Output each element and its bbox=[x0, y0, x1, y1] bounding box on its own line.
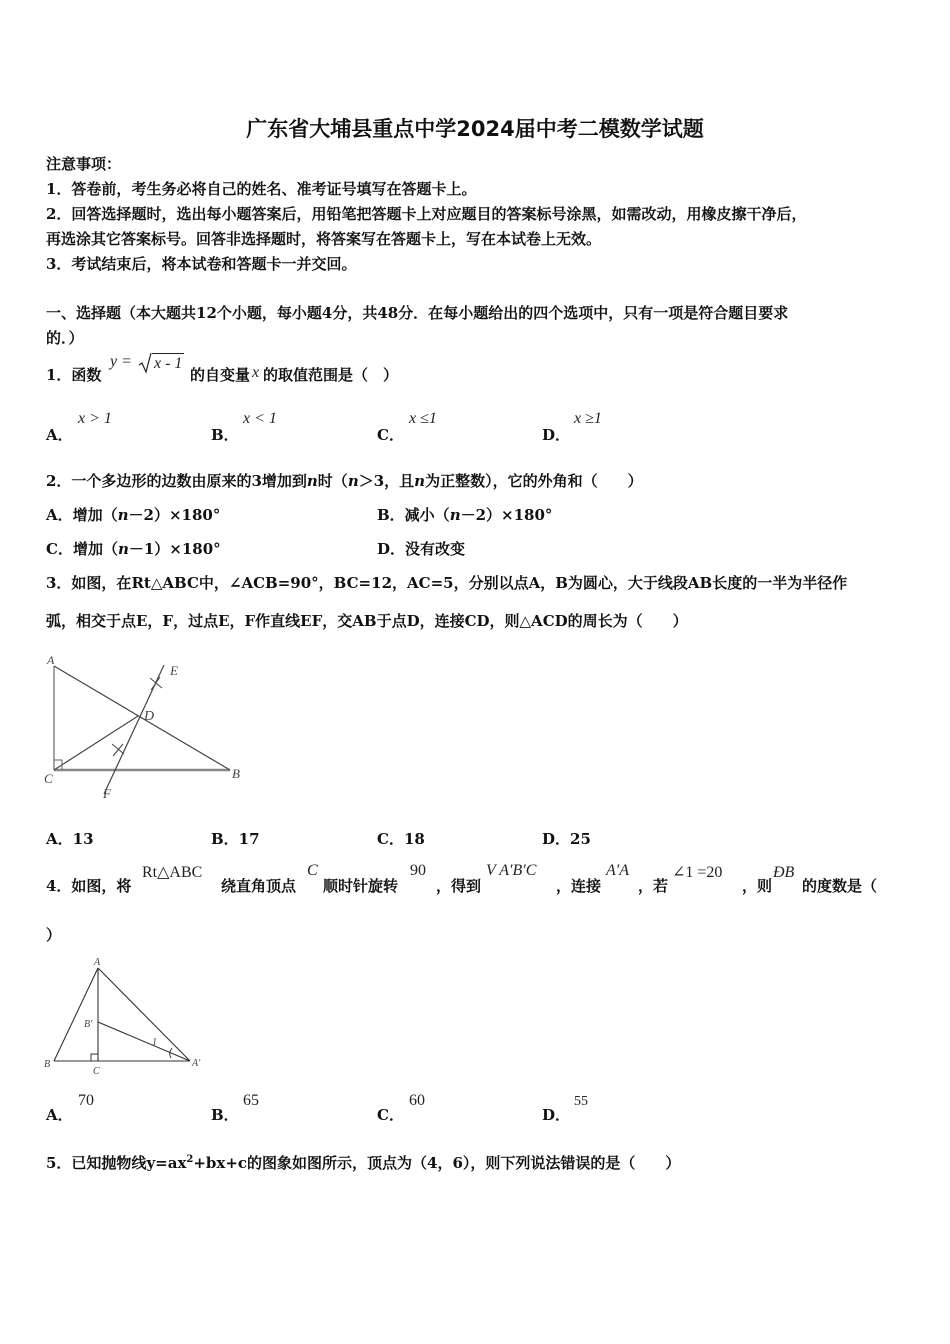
notice-item-3: 3．考试结束后，将本试卷和答题卡一并交回。 bbox=[46, 255, 357, 273]
q5-text-a: 5．已知抛物线y=ax bbox=[46, 1154, 187, 1172]
q4-option-c-value: 60 bbox=[409, 1092, 425, 1109]
q2-text-d: 为正整数），它的外角和（ ） bbox=[425, 472, 643, 490]
q4-text-6: ，若 bbox=[638, 877, 669, 895]
q5-text-b: +bx+c的图象如图所示，顶点为（4，6），则下列说法错误的是（ ） bbox=[193, 1154, 681, 1172]
q4-formula-angle-b: ÐB bbox=[773, 864, 795, 881]
notice-item-2: 2．回答选择题时，选出每小题答案后，用铅笔把答题卡上对应题目的答案标号涂黑，如需改动，用橡皮擦干净后， bbox=[46, 205, 807, 223]
q4-option-b-label[interactable]: B． bbox=[211, 1106, 239, 1124]
q3-label-e: E bbox=[170, 663, 178, 678]
q4-option-a-label[interactable]: A． bbox=[46, 1106, 73, 1124]
q2-option-c-rest: －1）×180° bbox=[128, 540, 221, 558]
q4-label-1: 1 bbox=[152, 1037, 157, 1048]
q4-text-4: ，得到 bbox=[436, 877, 482, 895]
q4-label-a1: A′ bbox=[192, 1058, 201, 1069]
q2-option-b-n: n bbox=[449, 506, 461, 524]
q3-option-c[interactable]: C．18 bbox=[377, 830, 425, 848]
q2-option-b[interactable] bbox=[377, 504, 552, 525]
q3-arc-mark-e bbox=[150, 677, 162, 690]
q4-formula-triangle: Rt△ABC bbox=[142, 864, 203, 881]
q3-option-a[interactable]: A．13 bbox=[46, 830, 94, 848]
q2-option-b-label: B．减小（ bbox=[377, 506, 450, 524]
q4-right-angle-mark bbox=[91, 1054, 98, 1061]
q4-figure bbox=[40, 954, 210, 1083]
q2-option-c-label: C．增加（ bbox=[46, 540, 118, 558]
q4-label-b1: B′ bbox=[84, 1019, 93, 1030]
q1-formula-lhs: y = bbox=[110, 353, 132, 370]
q3-segment-cd bbox=[54, 716, 138, 770]
q2-n1: n bbox=[306, 472, 318, 490]
q4-formula-angle1: ∠1 =20 bbox=[672, 864, 723, 881]
q3-label-a: A bbox=[47, 653, 55, 667]
q2-text-a: 2．一个多边形的边数由原来的3增加到 bbox=[46, 472, 307, 490]
q1-option-a-value: x > 1 bbox=[78, 410, 112, 427]
q2-option-a-rest: －2）×180° bbox=[128, 506, 221, 524]
question-5 bbox=[46, 1152, 680, 1173]
q4-formula-angle: 90 bbox=[410, 862, 426, 879]
q4-label-a: A bbox=[94, 957, 101, 968]
q1-option-d-label[interactable]: D． bbox=[542, 426, 571, 444]
q3-label-b: B bbox=[232, 766, 240, 781]
q3-text-line2: 弧，相交于点E，F，过点E，F作直线EF，交AB于点D，连接CD，则△ACD的周长为（ ） bbox=[46, 612, 688, 630]
section-heading: 一、选择题（本大题共12个小题，每小题4分，共48分．在每小题给出的四个选项中，只有一项是符合题目要求 bbox=[46, 304, 789, 322]
q1-suffix-a: 的自变量 bbox=[190, 366, 251, 384]
q4-formula-segment: A′A bbox=[606, 862, 630, 879]
q1-option-a-label[interactable]: A． bbox=[46, 426, 73, 444]
q1-option-b-label[interactable]: B． bbox=[211, 426, 239, 444]
q4-text-2: 绕直角顶点 bbox=[221, 877, 297, 895]
question-2 bbox=[46, 470, 643, 491]
q1-option-c-label[interactable]: C． bbox=[377, 426, 404, 444]
q4-text-3: 顺时针旋转 bbox=[323, 877, 399, 895]
q3-label-f: F bbox=[103, 786, 111, 801]
q2-text-c: ＞3，且 bbox=[358, 472, 415, 490]
q4-text-7: ，则 bbox=[742, 877, 773, 895]
q2-option-a-n: n bbox=[117, 506, 129, 524]
q4-label-b: B bbox=[44, 1059, 51, 1070]
q4-prefix: 4．如图，将 bbox=[46, 877, 132, 895]
q4-text-line2: ） bbox=[46, 926, 62, 944]
q4-segment-b1a1 bbox=[98, 1022, 190, 1061]
q5-sup: 2 bbox=[186, 1154, 194, 1165]
q2-text-b: 时（ bbox=[317, 472, 348, 490]
q3-text-line1: 3．如图，在Rt△ABC中，∠ACB=90°，BC=12，AC=5，分别以点A，B为圆心，大于线段AB长度的一半为半径作 bbox=[46, 574, 848, 592]
q1-radicand: x - 1 bbox=[154, 355, 183, 372]
q4-formula-c: C bbox=[307, 862, 318, 879]
q1-option-c-value: x ≤1 bbox=[409, 410, 437, 427]
q4-option-b-value: 65 bbox=[243, 1092, 259, 1109]
q2-option-d[interactable] bbox=[377, 538, 465, 559]
notice-heading: 注意事项： bbox=[46, 155, 122, 173]
q3-label-d: D bbox=[144, 709, 155, 724]
q1-var: x bbox=[252, 364, 260, 381]
q1-option-d-value: x ≥1 bbox=[574, 410, 602, 427]
q4-segment-ab bbox=[54, 968, 98, 1061]
q4-option-a-value: 70 bbox=[78, 1092, 94, 1109]
q4-segment-aa1 bbox=[98, 968, 190, 1061]
q1-prefix: 1．函数 bbox=[46, 366, 102, 384]
q3-option-b[interactable]: B．17 bbox=[211, 830, 260, 848]
q2-n2: n bbox=[347, 472, 359, 490]
q2-option-a[interactable] bbox=[46, 504, 220, 525]
q4-text-5: ，连接 bbox=[556, 877, 602, 895]
q1-option-b-value: x < 1 bbox=[243, 410, 277, 427]
q3-label-c: C bbox=[44, 771, 53, 786]
q4-option-d-value: 55 bbox=[574, 1094, 588, 1109]
notice-item-2-cont: 再选涂其它答案标号。回答非选择题时，将答案写在答题卡上，写在本试卷上无效。 bbox=[46, 230, 602, 248]
section-heading-cont: 的．） bbox=[46, 329, 84, 347]
q2-option-c-n: n bbox=[117, 540, 129, 558]
q4-formula-triangle2: V A′B′C bbox=[486, 862, 537, 879]
q4-label-c: C bbox=[93, 1066, 100, 1077]
q2-n3: n bbox=[414, 472, 426, 490]
q1-sqrt-icon bbox=[138, 352, 152, 378]
q4-option-d-label[interactable]: D． bbox=[542, 1106, 571, 1124]
q3-figure bbox=[40, 648, 260, 812]
q1-suffix-b: 的取值范围是（ ） bbox=[263, 366, 399, 384]
q4-text-8: 的度数是（ bbox=[802, 877, 878, 895]
page-title: 广东省大埔县重点中学2024届中考二模数学试题 bbox=[246, 117, 704, 141]
q2-option-a-label: A．增加（ bbox=[46, 506, 118, 524]
q4-option-c-label[interactable]: C． bbox=[377, 1106, 404, 1124]
notice-item-1: 1．答卷前，考生务必将自己的姓名、准考证号填写在答题卡上。 bbox=[46, 180, 477, 198]
q3-segment-ab bbox=[54, 666, 230, 770]
q2-option-c[interactable] bbox=[46, 538, 221, 559]
q3-option-d[interactable]: D．25 bbox=[542, 830, 591, 848]
q2-option-b-rest: －2）×180° bbox=[460, 506, 553, 524]
q2-option-d-label: D．没有改变 bbox=[377, 540, 466, 558]
